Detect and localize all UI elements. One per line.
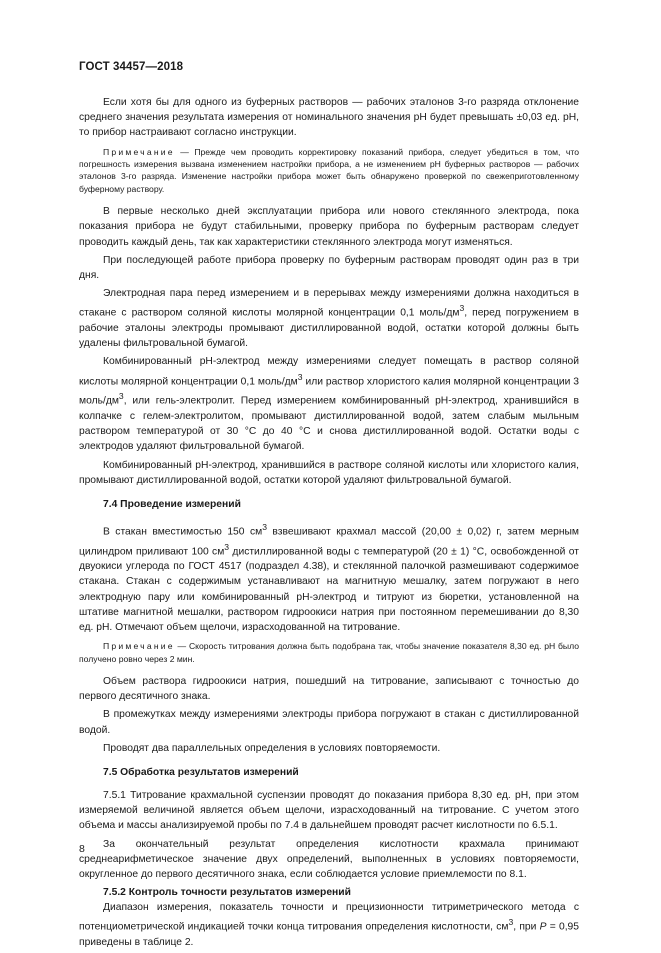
note	[79, 146, 579, 196]
page-body	[79, 95, 579, 953]
superscript: 3	[224, 541, 230, 552]
text-run: Электродная пара перед измерением и в перерывах между измерениями должна находиться в стакане с раствором соляной кислоты молярной концентрации 0,1 моль/дм	[79, 288, 579, 319]
paragraph: Комбинированный pH-электрод, хранившийся в растворе соляной кислоты или хлористого калия, промывают дистиллированной водой, остатки которой удаляют фильтровальной бумагой.	[79, 459, 579, 486]
paragraph: При последующей работе прибора проверку по буферным растворам проводят один раз в три дня.	[79, 254, 579, 282]
document-code: ГОСТ 34457—2018	[79, 61, 184, 73]
note	[79, 640, 579, 665]
text-run: , перед погружением в рабочие эталоны электроды промывают дистиллированной водой, остатки которой должны быть удалены фильтровальной бумагой.	[79, 307, 580, 350]
subsection-heading: 7.5.2 Контроль точности результатов измерений	[103, 887, 351, 899]
paragraph: Объем раствора гидроокиси натрия, пошедший на титрование, записывают с точностью до первого десятичного знака.	[79, 676, 579, 703]
paragraph	[79, 520, 579, 635]
note-label: Примечание	[103, 146, 175, 157]
paragraph: Проводят два параллельных определения в условиях повторяемости.	[103, 742, 441, 754]
superscript: 3	[297, 371, 303, 382]
text-run: взвешивают крахмал массой (20,00 ± 0,02) г, затем мерным цилиндром приливают 100 см	[79, 526, 579, 557]
note-label: Примечание	[103, 641, 175, 652]
paragraph: 7.5.1 Титрование крахмальной суспензии проводят до показания прибора 8,30 ед. pH, при этом измеряемой величиной является объем щелочи, израсходованный на титрование. С учетом этого объема и массы анализируемой пробы по 7.4 в дальнейшем проводят расчет кислотности по 6.5.1.	[79, 790, 579, 832]
paragraph: В первые несколько дней эксплуатации прибора или нового стеклянного электрода, пока показания прибора не будут стабильными, проверку прибора по буферным растворам следует проводить каждый день, так как характеристики стеклянного электрода могут изменяться.	[79, 206, 579, 248]
text-run: Диапазон измерения, показатель точности и прецизионности титриметрического метода с потенциометрической индикацией точки конца титрования определения кислотности, см	[79, 902, 579, 933]
section-heading: 7.4 Проведение измерений	[103, 498, 241, 510]
section-heading: 7.5 Обработка результатов измерений	[103, 767, 299, 779]
text-run: или раствор хлористого калия молярной концентрации 3 моль/дм	[79, 376, 579, 407]
text-run: дистиллированной воды с температурой (20 ± 1) °С, освобожденной от двуокиси углерода по ГОСТ 4517 (подраздел 4.38), и стеклянной палочкой размешивают содержимое стакана. Стакан с содержимым устанавливают на магнитную мешалку, затем погружают в него электродную пару или комбинированный pH-электрод и титруют из бюретки, установленной на штативе магнитной мешалки, раствором гидроокиси натрия при постоянном перемешивании до 8,30 ед. pH. Отмечают объем щелочи, израсходованной на титрование.	[79, 546, 579, 634]
superscript: 3	[508, 917, 514, 928]
superscript: 3	[459, 303, 465, 314]
text-run: Комбинированный pH-электрод между измерениями следует помещать в раствор соляной кислоты молярной концентрации 0,1 моль/дм	[79, 356, 579, 388]
text-run: В стакан вместимостью 150 см	[103, 526, 263, 538]
note-text: — Прежде чем проводить корректировку показаний прибора, следует убедиться в том, что погрешность измерения вызвана изменением настройки прибора, а не изменением pH буферных растворов — рабочих эталонов 3-го разряда. Изменение настройки прибора может быть обнаружено проверкой по свежеприготовленному буферному раствору.	[79, 146, 579, 194]
paragraph: В промежутках между измерениями электроды прибора погружают в стакан с дистиллированной водой.	[79, 709, 579, 736]
text-run: , или гель-электролит. Перед измерением комбинированный pH-электрод, хранившийся в колпачке с гелем-электролитом, промывают дистиллированной водой, затем слабым мыльным раствором температурой от 30 °С до 40 °С и снова дистиллированной водой. Остатки воды с электродов удаляют фильтровальной бумагой.	[79, 395, 579, 453]
note-text: — Скорость титрования должна быть подобрана так, чтобы значение показателя 8,30 ед. pH было получено ровно через 2 мин.	[79, 641, 579, 664]
paragraph: Если хотя бы для одного из буферных растворов — рабочих эталонов 3-го разряда отклонение среднего значения результата измерения от номинального значения pH будет превышать ±0,03 ед. pH, то прибор настраивают согласно инструкции.	[79, 97, 579, 139]
paragraph	[79, 354, 579, 454]
paragraph	[79, 900, 579, 950]
superscript: 3	[262, 521, 267, 532]
paragraph: За окончательный результат определения кислотности крахмала принимают среднеарифметическое значение двух определений, выполненных в условиях повторяемости, округленное до первого десятичного знака, если соблюдается условие приемлемости по 8.1.	[79, 838, 579, 881]
text-run: = 0,95 приведены в таблице 2.	[79, 921, 580, 949]
paragraph	[79, 286, 579, 351]
superscript: 3	[118, 391, 124, 402]
page-number: 8	[79, 843, 85, 855]
text-run: , при	[513, 921, 540, 933]
variable-p: P	[539, 921, 547, 933]
